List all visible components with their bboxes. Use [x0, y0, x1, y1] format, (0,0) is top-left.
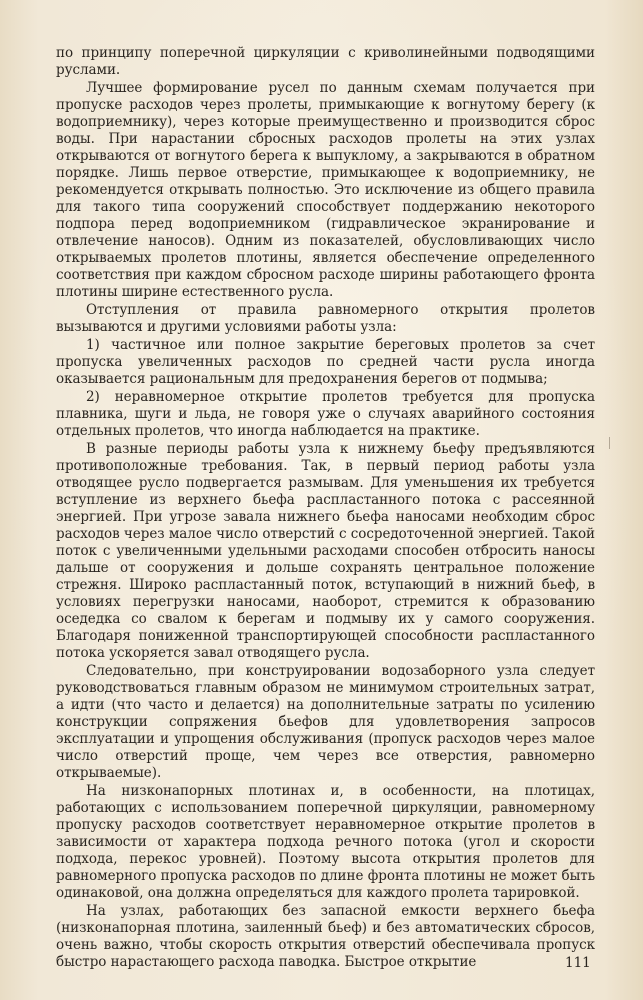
page-number: 111 [565, 955, 591, 971]
page-body-text [56, 45, 595, 971]
paragraph-consequently: Следовательно, при конструировании водозаборного узла следует руководствоваться главным образом не минимумом строительных затрат, а идти (что часто и делается) на дополнительные затраты по усилению конструкции сопряжения бьефов для удовлетворения запросов эксплуатации и упрощения обслуживания (пропуск расходов через малое число отверстий проще, чем через все отверстия, равномерно открываемые). [56, 663, 595, 781]
paragraph-channel-formation: Лучшее формирование русел по данным схемам получается при пропуске расходов через пролеты, примыкающие к вогнутому берегу (к водоприемнику), через которые преимущественно и производится сброс воды. При нарастании сбросных расходов пролеты на этих узлах открываются от вогнутого берега к выпуклому, а закрываются в обратном порядке. Лишь первое отверстие, примыкающее к водоприемнику, не рекомендуется открывать полностью. Это исключение из общего правила для такого типа сооружений способствует поддержанию некоторого подпора перед водоприемником (гидравлическое экранирование и отвлечение наносов). Одним из показателей, обусловливающих число открываемых пролетов плотины, является обеспечение определенного соответствия при каждом сбросном расходе ширины работающего фронта плотины ширине естественного русла. [56, 80, 595, 300]
list-item-2: 2) неравномерное открытие пролетов требуется для пропуска плавника, шуги и льда, не говоря уже о случаях аварийного состояния отдельных пролетов, что иногда наблюдается на практике. [56, 389, 595, 439]
paragraph-tailwater-requirements: В разные периоды работы узла к нижнему бьефу предъявляются противоположные требования. Так, в первый период работы узла отводящее русло подвергается размывам. Для уменьшения их требуется вступление из верхнего бьефа распластанного потока с рассеянной энергией. При угрозе завала нижнего бьефа наносами необходим сброс расходов через малое число отверстий с сосредоточенной энергией. Такой поток с увеличенными удельными расходами способен отбросить наносы дальше от сооружения и дольше сохранять центральное положение стрежня. Широко распластанный поток, вступающий в нижний бьеф, в условиях перегрузки наносами, наоборот, стремится к образованию оседедка со свалом к берегам и подмыву их у самого сооружения. Благодаря пониженной транспортирующей способности распластанного потока ускоряется завал отводящего русла. [56, 441, 595, 661]
list-item-1: 1) частичное или полное закрытие береговых пролетов за счет пропуска увеличенных расходов по средней части русла иногда оказывается рациональным для предохранения берегов от подмыва; [56, 337, 595, 387]
paragraph-low-head-dams: На низконапорных плотинах и, в особенности, на плотицах, работающих с использованием поперечной циркуляции, равномерному пропуску расходов соответствует неравномерное открытие пролетов в зависимости от характера подхода речного потока (угол и скорости подхода, перекос уровней). Поэтому высота открытия пролетов для равномерного пропуска расходов по длине фронта плотины не может быть одинаковой, она должна определяться для каждого пролета тарировкой. [56, 783, 595, 901]
paragraph-deviations: Отступления от правила равномерного открытия пролетов вызываются и другими условиями работы узла: [56, 302, 595, 335]
paragraph-flood-passage: На узлах, работающих без запасной емкости верхнего бьефа (низконапорная плотина, заиленный бьеф) и без автоматических сбросов, очень важно, чтобы скорость открытия отверстий обеспечивала пропуск быстро нарастающего расхода паводка. Быстрое открытие [56, 903, 595, 970]
paragraph-continuation: по принципу поперечной циркуляции с криволинейными подводящими руслами. [56, 45, 595, 78]
margin-pencil-mark [609, 437, 610, 449]
